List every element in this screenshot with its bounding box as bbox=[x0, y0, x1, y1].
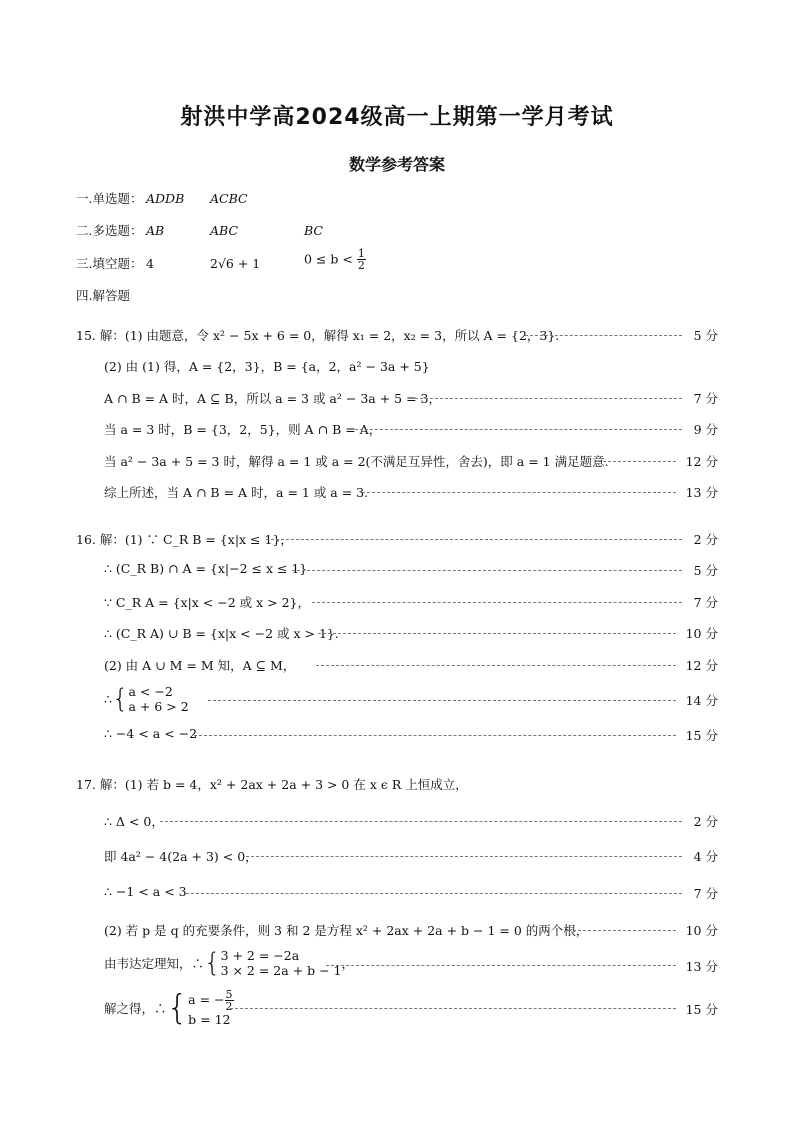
q17-line-5 bbox=[0, 921, 794, 941]
q16-line-4-text: ∴ (C_R A) ∪ B = {x|x < −2 或 x > 1}. bbox=[104, 626, 339, 641]
q16-line-6-system bbox=[104, 684, 189, 714]
dash-leader bbox=[316, 665, 676, 666]
q16-line-1-text: 16. 解：(1) ∵ C_R B = {x|x ≤ 1}， bbox=[76, 532, 293, 547]
dash-leader bbox=[160, 821, 682, 822]
q16-line-5 bbox=[0, 656, 794, 676]
fraction-denominator: 2 bbox=[225, 1000, 233, 1013]
q16-score-3: 7 分 bbox=[693, 595, 718, 610]
left-brace: { bbox=[111, 684, 129, 714]
q17-score-4: 7 分 bbox=[693, 886, 718, 901]
single-choice-answer-2: ACBC bbox=[210, 191, 248, 206]
q15-line-4-text: 当 a = 3 时，B = {3，2，5}，则 A ∩ B = A， bbox=[104, 422, 382, 437]
q17-line-2-text: ∴ Δ < 0， bbox=[104, 814, 164, 829]
dash-leader bbox=[598, 461, 676, 462]
q16-score-6: 14 分 bbox=[685, 693, 718, 708]
q15-line-4 bbox=[0, 420, 794, 440]
q15-score-6: 13 分 bbox=[685, 485, 718, 500]
multi-choice-label: 二.多选题： bbox=[76, 223, 143, 238]
dash-leader bbox=[230, 1008, 676, 1009]
dash-leader bbox=[292, 570, 682, 571]
q15-line-1-text: 15. 解：(1) 由题意，令 x² − 5x + 6 = 0，解得 x₁ = 2，x₂ = 3，所以 A = {2，3}. bbox=[76, 328, 560, 343]
q16-line-4 bbox=[0, 624, 794, 644]
q16-line-2-text: ∴ (C_R B) ∩ A = {x|−2 ≤ x ≤ 1} bbox=[104, 561, 308, 576]
system-eq-2: 3 × 2 = 2a + b − 1 bbox=[220, 963, 342, 978]
vieta-prefix: 由韦达定理知，∴ bbox=[104, 956, 205, 971]
system-eq-2: a + 6 > 2 bbox=[128, 699, 189, 714]
q17-score-2: 2 分 bbox=[693, 814, 718, 829]
fraction-numerator: 5 bbox=[225, 988, 233, 1001]
solution-a-prefix: a = − bbox=[188, 992, 225, 1007]
dash-leader bbox=[208, 700, 676, 701]
fill-blank-answer-3-prefix: 0 ≤ b < bbox=[304, 251, 353, 267]
q16-line-2 bbox=[0, 561, 794, 581]
dash-leader bbox=[318, 633, 676, 634]
fraction-denominator: 2 bbox=[357, 259, 365, 272]
solution-b: b = 12 bbox=[188, 1012, 231, 1027]
dash-leader bbox=[246, 856, 682, 857]
multi-choice-answer-1: AB bbox=[146, 223, 165, 238]
q16-line-7-text: ∴ −4 < a < −2 bbox=[104, 726, 198, 741]
q15-line-2-text: (2) 由 (1) 得，A = {2，3}，B = {a，2，a² − 3a + 5} bbox=[104, 359, 430, 374]
single-choice-answer-1: ADDB bbox=[146, 191, 185, 206]
q17-line-7-system bbox=[104, 988, 234, 1028]
fill-blank-answer-1: 4 bbox=[146, 256, 154, 271]
q16-line-5-text: (2) 由 A ∪ M = M 知，A ⊆ M， bbox=[104, 658, 296, 673]
q17-line-2 bbox=[0, 812, 794, 832]
q15-score-5: 12 分 bbox=[685, 454, 718, 469]
q15-line-3 bbox=[0, 389, 794, 409]
q17-score-3: 4 分 bbox=[693, 849, 718, 864]
q17-line-3-text: 即 4a² − 4(2a + 3) < 0， bbox=[104, 849, 258, 864]
dash-leader bbox=[186, 893, 682, 894]
q16-line-7 bbox=[0, 726, 794, 746]
answer-section-label: 四.解答题 bbox=[76, 288, 130, 303]
q17-score-5: 10 分 bbox=[685, 923, 718, 938]
q15-line-5 bbox=[0, 452, 794, 472]
q16-line-3 bbox=[0, 593, 794, 613]
q16-score-4: 10 分 bbox=[685, 626, 718, 641]
q15-line-6-text: 综上所述，当 A ∩ B = A 时，a = 1 或 a = 3. bbox=[104, 485, 369, 500]
fill-blank-label: 三.填空题： bbox=[76, 256, 143, 271]
left-brace: { bbox=[204, 948, 221, 978]
fill-blank-answer-2: 2√6 + 1 bbox=[210, 256, 261, 271]
dash-leader bbox=[266, 539, 682, 540]
system-eq-1: 3 + 2 = −2a bbox=[220, 948, 300, 963]
q17-line-7 bbox=[0, 988, 794, 1034]
q17-line-4 bbox=[0, 884, 794, 904]
page-title: 射洪中学高2024级高一上期第一学月考试 bbox=[180, 105, 614, 130]
page-subtitle: 数学参考答案 bbox=[348, 155, 445, 174]
q16-line-6 bbox=[0, 684, 794, 720]
q17-score-7: 15 分 bbox=[685, 1002, 718, 1017]
q16-score-7: 15 分 bbox=[685, 728, 718, 743]
multi-choice-answer-2: ABC bbox=[210, 223, 239, 238]
dash-leader bbox=[350, 429, 682, 430]
q17-line-6 bbox=[0, 948, 794, 986]
therefore-symbol: ∴ bbox=[104, 691, 112, 707]
q17-line-1-text: 17. 解：(1) 若 b = 4，x² + 2ax + 2a + 3 > 0 在 x ϵ R 上恒成立， bbox=[76, 777, 468, 792]
q16-line-1 bbox=[0, 530, 794, 550]
dash-leader bbox=[568, 930, 676, 931]
comma: ， bbox=[341, 956, 355, 971]
dash-leader bbox=[362, 492, 676, 493]
dash-leader bbox=[194, 735, 676, 736]
q16-score-2: 5 分 bbox=[693, 563, 718, 578]
q17-score-6: 13 分 bbox=[685, 959, 718, 974]
q15-score-4: 9 分 bbox=[693, 422, 718, 437]
q15-score-1: 5 分 bbox=[693, 328, 718, 343]
q17-line-3 bbox=[0, 847, 794, 867]
q15-line-6 bbox=[0, 483, 794, 503]
q15-score-3: 7 分 bbox=[693, 391, 718, 406]
fraction-numerator: 1 bbox=[357, 247, 365, 260]
fill-blank-answer-3 bbox=[304, 248, 366, 271]
dash-leader bbox=[312, 602, 682, 603]
system-eq-1: a < −2 bbox=[128, 684, 173, 699]
dash-leader bbox=[415, 398, 682, 399]
q15-line-1 bbox=[0, 326, 794, 346]
multi-choice-answer-3: BC bbox=[304, 223, 323, 238]
solve-prefix: 解之得，∴ bbox=[104, 1001, 167, 1016]
q16-score-1: 2 分 bbox=[693, 532, 718, 547]
left-brace: { bbox=[166, 988, 189, 1028]
q15-line-2 bbox=[0, 357, 794, 377]
q17-line-4-text: ∴ −1 < a < 3 bbox=[104, 884, 187, 899]
q16-line-3-text: ∵ C_R A = {x|x < −2 或 x > 2}， bbox=[104, 595, 311, 610]
q17-line-1 bbox=[0, 775, 794, 795]
q15-line-5-text: 当 a² − 3a + 5 = 3 时，解得 a = 1 或 a = 2(不满足互异性，舍去)，即 a = 1 满足题意. bbox=[104, 454, 609, 469]
q15-line-3-text: A ∩ B = A 时，A ⊆ B，所以 a = 3 或 a² − 3a + 5 = 3， bbox=[104, 391, 441, 406]
q17-line-5-text: (2) 若 p 是 q 的充要条件，则 3 和 2 是方程 x² + 2ax + 2a + b − 1 = 0 的两个根， bbox=[104, 923, 589, 938]
dash-leader bbox=[326, 965, 676, 966]
q17-line-6-system bbox=[104, 948, 354, 978]
dash-leader bbox=[525, 335, 682, 336]
single-choice-label: 一.单选题： bbox=[76, 191, 143, 206]
q16-score-5: 12 分 bbox=[685, 658, 718, 673]
